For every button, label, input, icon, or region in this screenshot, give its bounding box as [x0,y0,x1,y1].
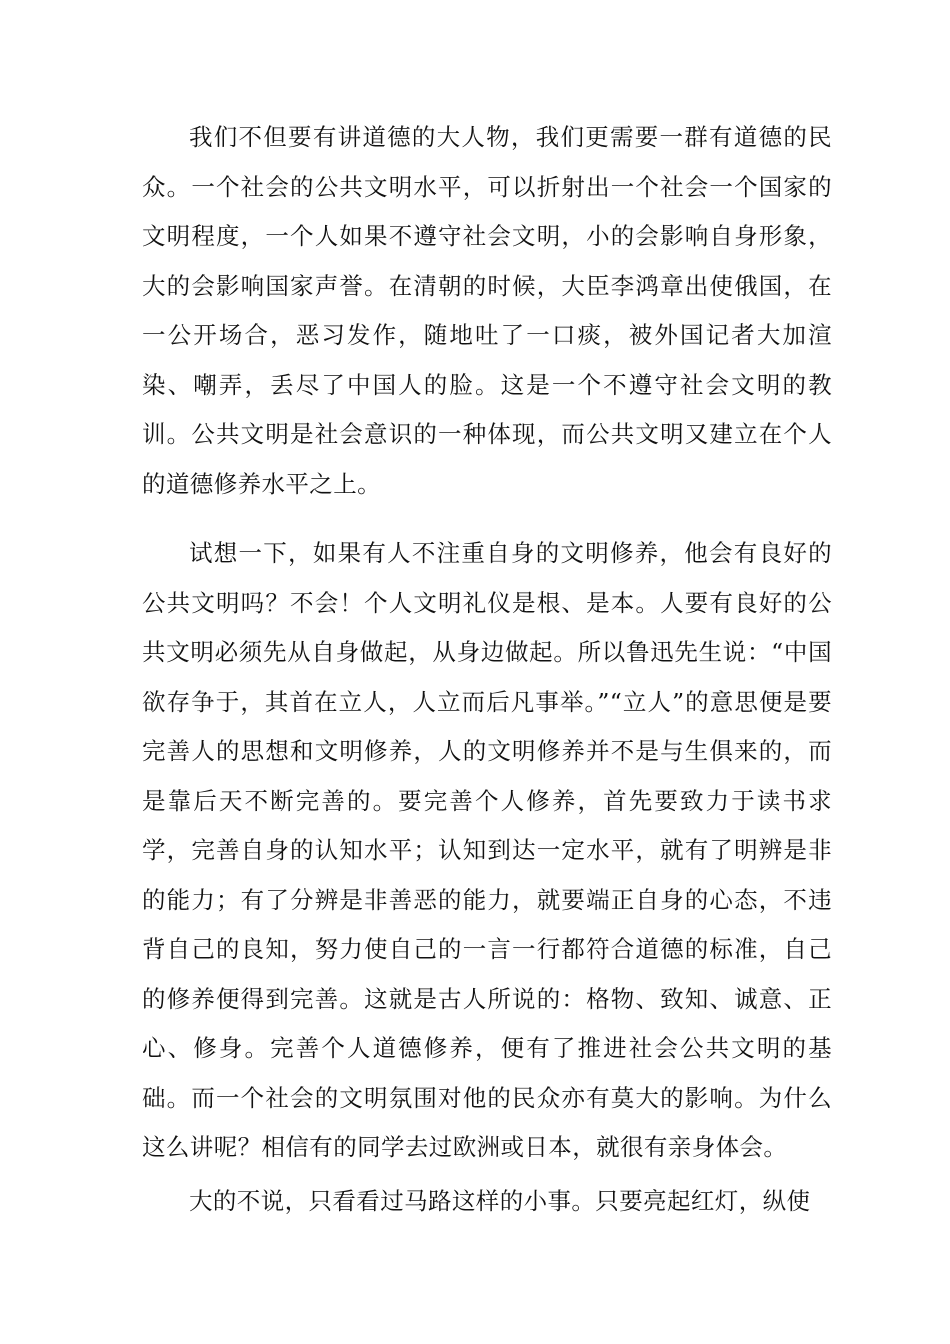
paragraph-2: 试想一下，如果有人不注重自身的文明修养，他会有良好的公共文明吗？不会！个人文明礼仪是根、是本。人要有良好的公共文明必须先从自身做起，从身边做起。所以鲁迅先生说：“中国欲存争于，其首在立人，人立而后凡事举。”“立人”的意思便是要完善人的思想和文明修养，人的文明修养并不是与生俱来的，而是靠后天不断完善的。要完善个人修养，首先要致力于读书求学，完善自身的认知水平；认知到达一定水平，就有了明辨是非的能力；有了分辨是非善恶的能力，就要端正自身的心态，不违背自己的良知，努力使自己的一言一行都符合道德的标准，自己的修养便得到完善。这就是古人所说的：格物、致知、诚意、正心、修身。完善个人道德修养，便有了推进社会公共文明的基础。而一个社会的文明氛围对他的民众亦有莫大的影响。为什么这么讲呢？相信有的同学去过欧洲或日本，就很有亲身体会。 [142,539,832,1161]
paragraph-1: 我们不但要有讲道德的大人物，我们更需要一群有道德的民众。一个社会的公共文明水平，可以折射出一个社会一个国家的文明程度，一个人如果不遵守社会文明，小的会影响自身形象，大的会影响国家声誉。在清朝的时候，大臣李鸿章出使俄国，在一公开场合，恶习发作，随地吐了一口痰，被外国记者大加渲染、嘲弄，丢尽了中国人的脸。这是一个不遵守社会文明的教训。公共文明是社会意识的一种体现，而公共文明又建立在个人的道德修养水平之上。 [142,123,832,498]
paragraph-3: 大的不说，只看看过马路这样的小事。只要亮起红灯，纵使 [189,1187,811,1215]
